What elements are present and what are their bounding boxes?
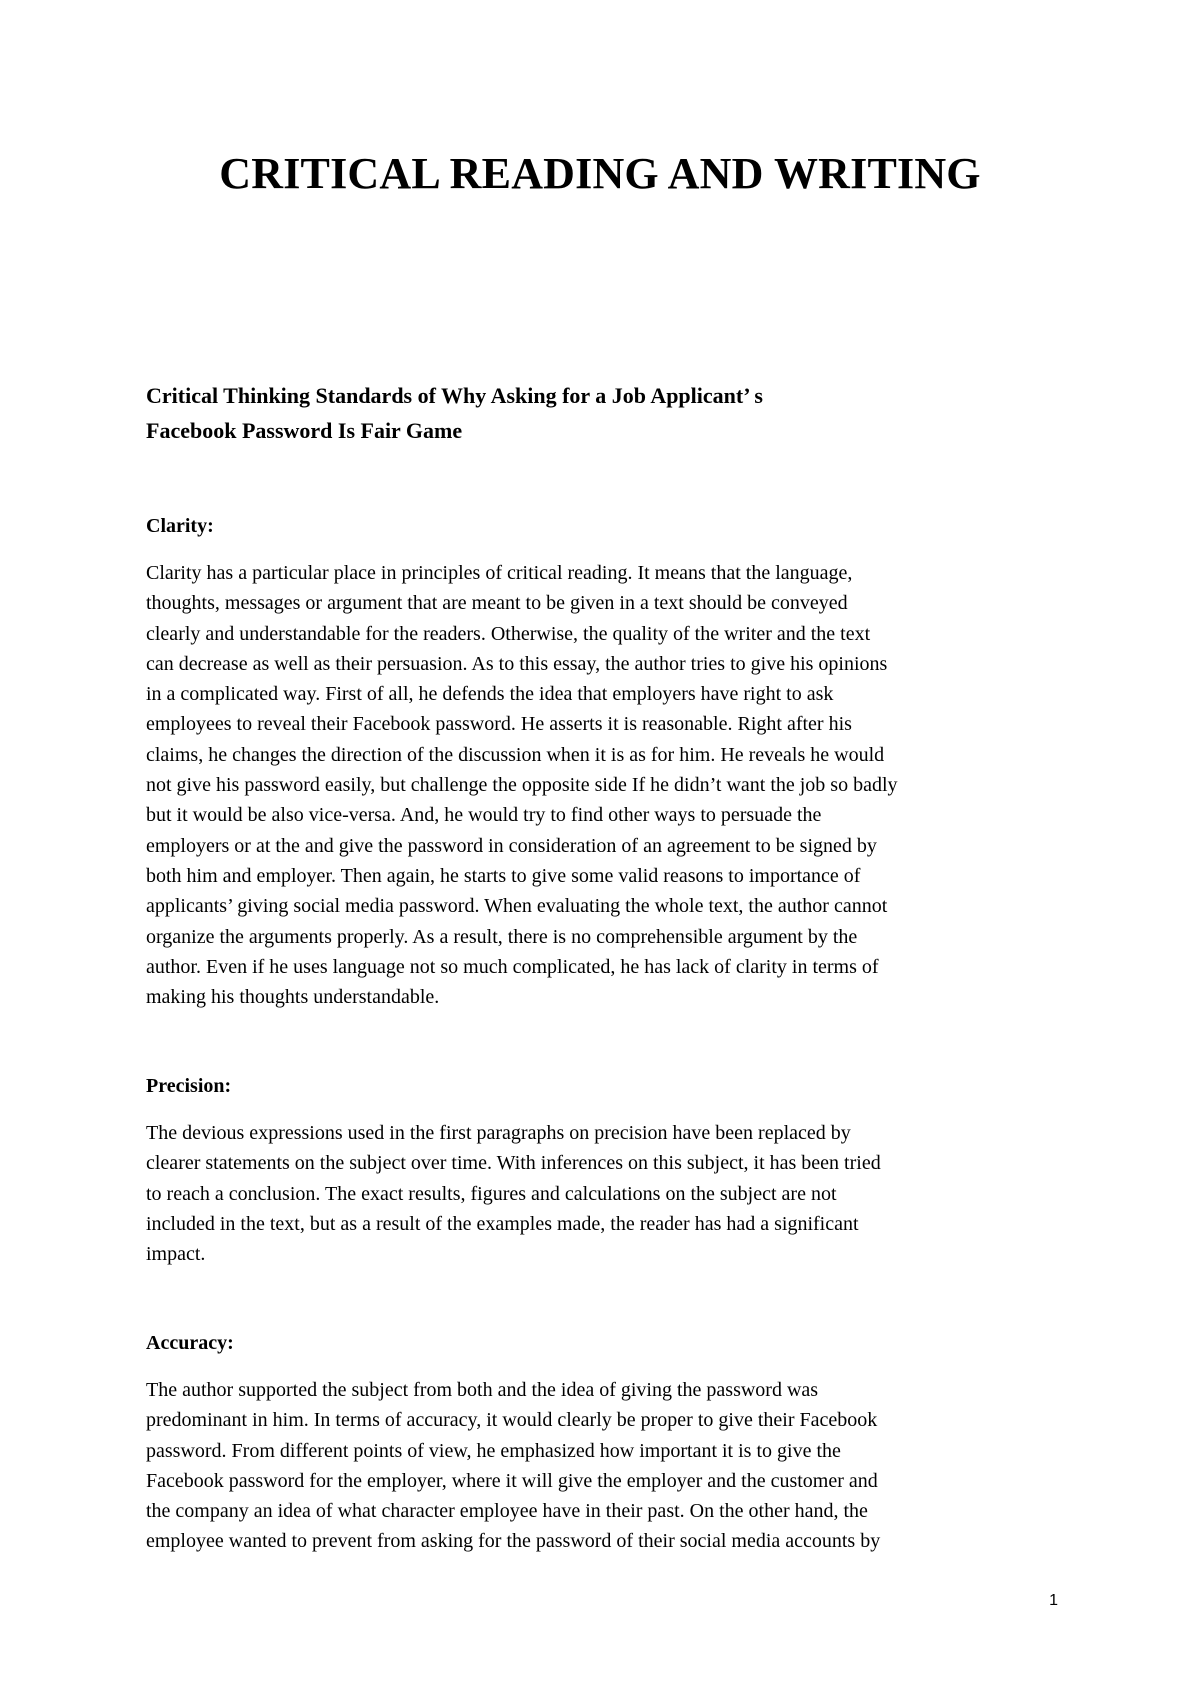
section-heading: Accuracy:	[146, 1332, 234, 1354]
section-heading: Precision:	[146, 1075, 232, 1097]
section-precision	[146, 1072, 1066, 1269]
paragraph-line: in a complicated way. First of all, he defends the idea that employers have right to ask	[146, 683, 834, 706]
paragraph-line: making his thoughts understandable.	[146, 986, 440, 1009]
section-accuracy	[146, 1329, 1066, 1557]
section-heading: Clarity:	[146, 515, 214, 537]
paragraph-line: clearly and understandable for the readers. Otherwise, the quality of the writer and the text	[146, 622, 871, 645]
section-clarity	[146, 512, 1066, 1012]
paragraph-line: both him and employer. Then again, he starts to give some valid reasons to importance of	[146, 864, 861, 887]
paragraph-line: The author supported the subject from both and the idea of giving the password was	[146, 1379, 819, 1401]
paragraph-line: not give his password easily, but challenge the opposite side If he didn’t want the job so badly	[146, 774, 898, 797]
paragraph-line: predominant in him. In terms of accuracy, it would clearly be proper to give their Facebook	[146, 1409, 878, 1432]
paragraph-line: can decrease as well as their persuasion. As to this essay, the author tries to give his opinions	[146, 652, 888, 675]
paragraph-line: impact.	[146, 1243, 206, 1266]
paragraph-line: to reach a conclusion. The exact results, figures and calculations on the subject are not	[146, 1182, 837, 1205]
paragraph-line: password. From different points of view, he emphasized how important it is to give the	[146, 1439, 841, 1462]
section-paragraph	[146, 558, 1066, 1012]
paragraph-line: employees to reveal their Facebook password. He asserts it is reasonable. Right after his	[146, 713, 852, 736]
paragraph-line: applicants’ giving social media password. When evaluating the whole text, the author cannot	[146, 895, 888, 918]
paragraph-line: included in the text, but as a result of the examples made, the reader has had a significant	[146, 1212, 859, 1235]
paragraph-line: Facebook password for the employer, where it will give the employer and the customer and	[146, 1469, 878, 1492]
paragraph-line: Clarity has a particular place in principles of critical reading. It means that the language,	[146, 562, 853, 584]
section-paragraph	[146, 1375, 1066, 1557]
paragraph-line: clearer statements on the subject over time. With inferences on this subject, it has been tried	[146, 1152, 881, 1175]
paragraph-line: the company an idea of what character employee have in their past. On the other hand, the	[146, 1500, 868, 1523]
paragraph-line: thoughts, messages or argument that are meant to be given in a text should be conveyed	[146, 592, 848, 615]
paragraph-line: employers or at the and give the password in consideration of an agreement to be signed by	[146, 834, 877, 857]
paragraph-line: employee wanted to prevent from asking for the password of their social media accounts by	[146, 1530, 881, 1553]
paragraph-line: author. Even if he uses language not so much complicated, he has lack of clarity in terms of	[146, 955, 879, 978]
essay-subtitle	[146, 378, 1066, 448]
paragraph-line: The devious expressions used in the first paragraphs on precision have been replaced by	[146, 1122, 851, 1144]
paragraph-line: organize the arguments properly. As a result, there is no comprehensible argument by the	[146, 925, 858, 948]
paragraph-line: but it would be also vice-versa. And, he would try to find other ways to persuade the	[146, 804, 822, 827]
subtitle-line: Critical Thinking Standards of Why Asking for a Job Applicant’ s	[146, 383, 763, 408]
document-title: CRITICAL READING AND WRITING	[219, 149, 981, 198]
section-paragraph	[146, 1118, 1066, 1269]
subtitle-line: Facebook Password Is Fair Game	[146, 418, 463, 443]
paragraph-line: claims, he changes the direction of the discussion when it is as for him. He reveals he would	[146, 743, 885, 766]
page-number: 1	[1049, 1592, 1058, 1609]
